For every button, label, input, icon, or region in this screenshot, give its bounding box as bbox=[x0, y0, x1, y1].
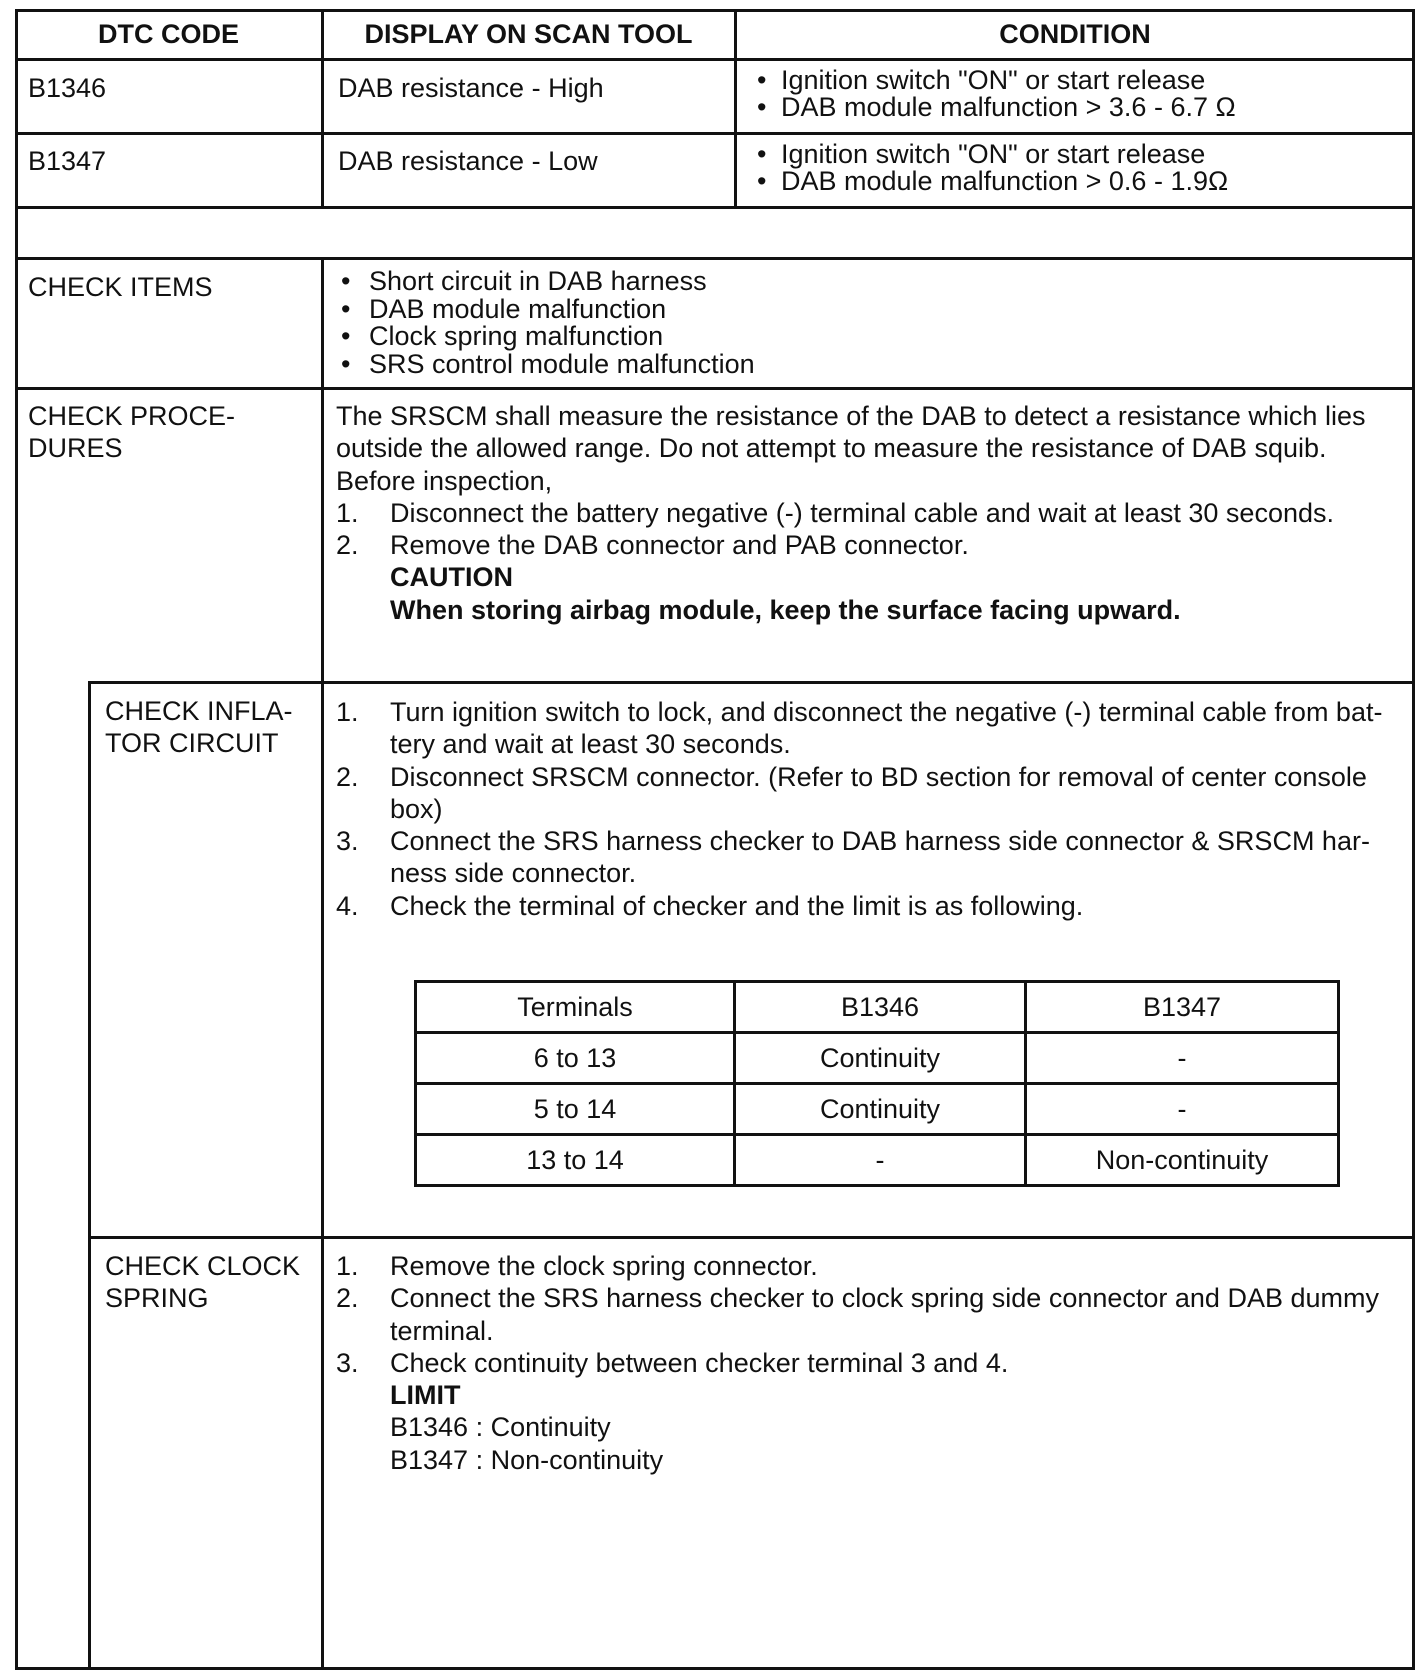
step-text: Turn ignition switch to lock, and disconnect the negative (-) terminal cable from bat- tery and wait at least 30 seconds. bbox=[390, 697, 1383, 760]
procedure-step bbox=[336, 1250, 1406, 1282]
dtc-conditions-b1347 bbox=[757, 141, 1228, 195]
list-item bbox=[757, 94, 1236, 121]
table-rule bbox=[89, 681, 1415, 684]
step-text: Disconnect SRSCM connector. (Refer to BD section for removal of center console box) bbox=[390, 761, 1367, 824]
condition-text: DAB module malfunction > 3.6 - 6.7 Ω bbox=[781, 92, 1236, 122]
procedure-step bbox=[336, 825, 1406, 890]
check-procedures-content bbox=[336, 400, 1406, 626]
dtc-conditions-b1346 bbox=[757, 67, 1236, 121]
table-cell: - bbox=[1026, 1084, 1339, 1135]
limit-value: B1347 : Non-continuity bbox=[390, 1444, 664, 1475]
condition-text: DAB module malfunction > 0.6 - 1.9Ω bbox=[781, 166, 1229, 196]
header-dtc-code: DTC CODE bbox=[98, 18, 239, 49]
step-text: Connect the SRS harness checker to DAB harness side connector & SRSCM har- ness side connector. bbox=[390, 826, 1370, 889]
dtc-display-b1347: DAB resistance - Low bbox=[338, 146, 598, 176]
limit-title: LIMIT bbox=[390, 1380, 461, 1411]
step-number: 2. bbox=[336, 1283, 359, 1314]
table-row bbox=[416, 982, 1339, 1033]
step-number: 2. bbox=[336, 761, 359, 792]
check-item-text: Short circuit in DAB harness bbox=[369, 266, 707, 296]
bullet-icon: • bbox=[757, 65, 767, 95]
table-cell: 6 to 13 bbox=[416, 1033, 735, 1084]
list-item bbox=[341, 268, 755, 296]
step-text: Remove the DAB connector and PAB connector. bbox=[390, 530, 969, 561]
step-text: Check the terminal of checker and the limit is as following. bbox=[390, 890, 1084, 921]
terminal-continuity-table bbox=[414, 980, 1340, 1187]
list-item bbox=[341, 293, 755, 324]
list-item bbox=[341, 323, 755, 351]
dtc-code-b1346: B1346 bbox=[28, 73, 107, 103]
condition-text: Ignition switch "ON" or start release bbox=[781, 65, 1206, 95]
check-item-text: SRS control module malfunction bbox=[369, 348, 755, 379]
table-rule bbox=[88, 681, 91, 1670]
step-text: Disconnect the battery negative (-) terminal cable and wait at least 30 seconds. bbox=[390, 497, 1334, 528]
table-rule bbox=[15, 387, 1415, 390]
table-cell: 13 to 14 bbox=[416, 1135, 735, 1186]
list-item bbox=[341, 348, 755, 379]
table-row bbox=[416, 1084, 1339, 1135]
table-cell: 5 to 14 bbox=[416, 1084, 735, 1135]
bullet-icon: • bbox=[341, 348, 351, 379]
list-item bbox=[757, 67, 1236, 94]
table-cell: Continuity bbox=[735, 1084, 1026, 1135]
check-items-list bbox=[341, 268, 755, 378]
bullet-icon: • bbox=[341, 266, 351, 296]
caution-text: When storing airbag module, keep the surface facing upward. bbox=[390, 594, 1181, 625]
step-text: Check continuity between checker terminal 3 and 4. bbox=[390, 1347, 1009, 1378]
step-number: 4. bbox=[336, 890, 359, 921]
check-item-text: Clock spring malfunction bbox=[369, 321, 664, 351]
clock-spring-content bbox=[336, 1250, 1406, 1476]
condition-text: Ignition switch "ON" or start release bbox=[781, 139, 1206, 169]
list-item bbox=[757, 168, 1228, 195]
step-text: Remove the clock spring connector. bbox=[390, 1251, 818, 1281]
table-rule bbox=[89, 1236, 1415, 1239]
check-procedures-label: CHECK PROCE- DURES bbox=[28, 401, 236, 464]
table-header-cell: B1346 bbox=[735, 982, 1026, 1033]
table-cell: - bbox=[735, 1135, 1026, 1186]
procedure-step bbox=[336, 497, 1406, 529]
step-number: 3. bbox=[336, 1347, 359, 1378]
limit-value: B1346 : Continuity bbox=[390, 1412, 611, 1443]
table-cell: Non-continuity bbox=[1026, 1135, 1339, 1186]
table-rule bbox=[15, 132, 1415, 135]
table-cell: - bbox=[1026, 1033, 1339, 1084]
list-item bbox=[757, 141, 1228, 168]
step-number: 1. bbox=[336, 497, 359, 528]
dtc-code-b1347: B1347 bbox=[28, 146, 107, 176]
step-number: 1. bbox=[336, 697, 359, 727]
table-cell: Continuity bbox=[735, 1033, 1026, 1084]
clock-spring-label: CHECK CLOCK SPRING bbox=[105, 1251, 301, 1314]
procedure-step bbox=[336, 890, 1406, 922]
table-row bbox=[416, 1135, 1339, 1186]
table-rule bbox=[321, 257, 324, 1670]
caution-title: CAUTION bbox=[390, 562, 513, 593]
table-header-cell: Terminals bbox=[416, 982, 735, 1033]
dtc-display-b1346: DAB resistance - High bbox=[338, 73, 604, 103]
header-display-on-scan-tool: DISPLAY ON SCAN TOOL bbox=[364, 18, 693, 49]
procedure-step bbox=[336, 1282, 1406, 1347]
step-number: 3. bbox=[336, 826, 359, 857]
check-items-label: CHECK ITEMS bbox=[28, 272, 213, 302]
table-rule bbox=[15, 257, 1415, 260]
step-number: 2. bbox=[336, 530, 359, 561]
table-rule bbox=[15, 206, 1415, 209]
bullet-icon: • bbox=[757, 92, 767, 122]
procedure-step bbox=[336, 529, 1406, 561]
inflator-circuit-label: CHECK INFLA- TOR CIRCUIT bbox=[105, 696, 293, 759]
bullet-icon: • bbox=[757, 166, 767, 196]
procedure-step bbox=[336, 761, 1406, 826]
step-text: Connect the SRS harness checker to clock spring side connector and DAB dummy terminal. bbox=[390, 1283, 1379, 1346]
procedure-step bbox=[336, 696, 1406, 761]
procedure-step bbox=[336, 1347, 1406, 1379]
inflator-circuit-content bbox=[336, 696, 1406, 922]
bullet-icon: • bbox=[341, 321, 351, 351]
table-header-cell: B1347 bbox=[1026, 982, 1339, 1033]
procedures-intro: The SRSCM shall measure the resistance of the DAB to detect a resistance which lies outside the allowed range. Do not attempt to measure the resistance of DAB squib. Before inspection, bbox=[336, 401, 1366, 496]
table-row bbox=[416, 1033, 1339, 1084]
step-number: 1. bbox=[336, 1251, 359, 1281]
bullet-icon: • bbox=[757, 139, 767, 169]
bullet-icon: • bbox=[341, 293, 351, 324]
header-condition: CONDITION bbox=[999, 18, 1151, 49]
check-item-text: DAB module malfunction bbox=[369, 293, 667, 324]
